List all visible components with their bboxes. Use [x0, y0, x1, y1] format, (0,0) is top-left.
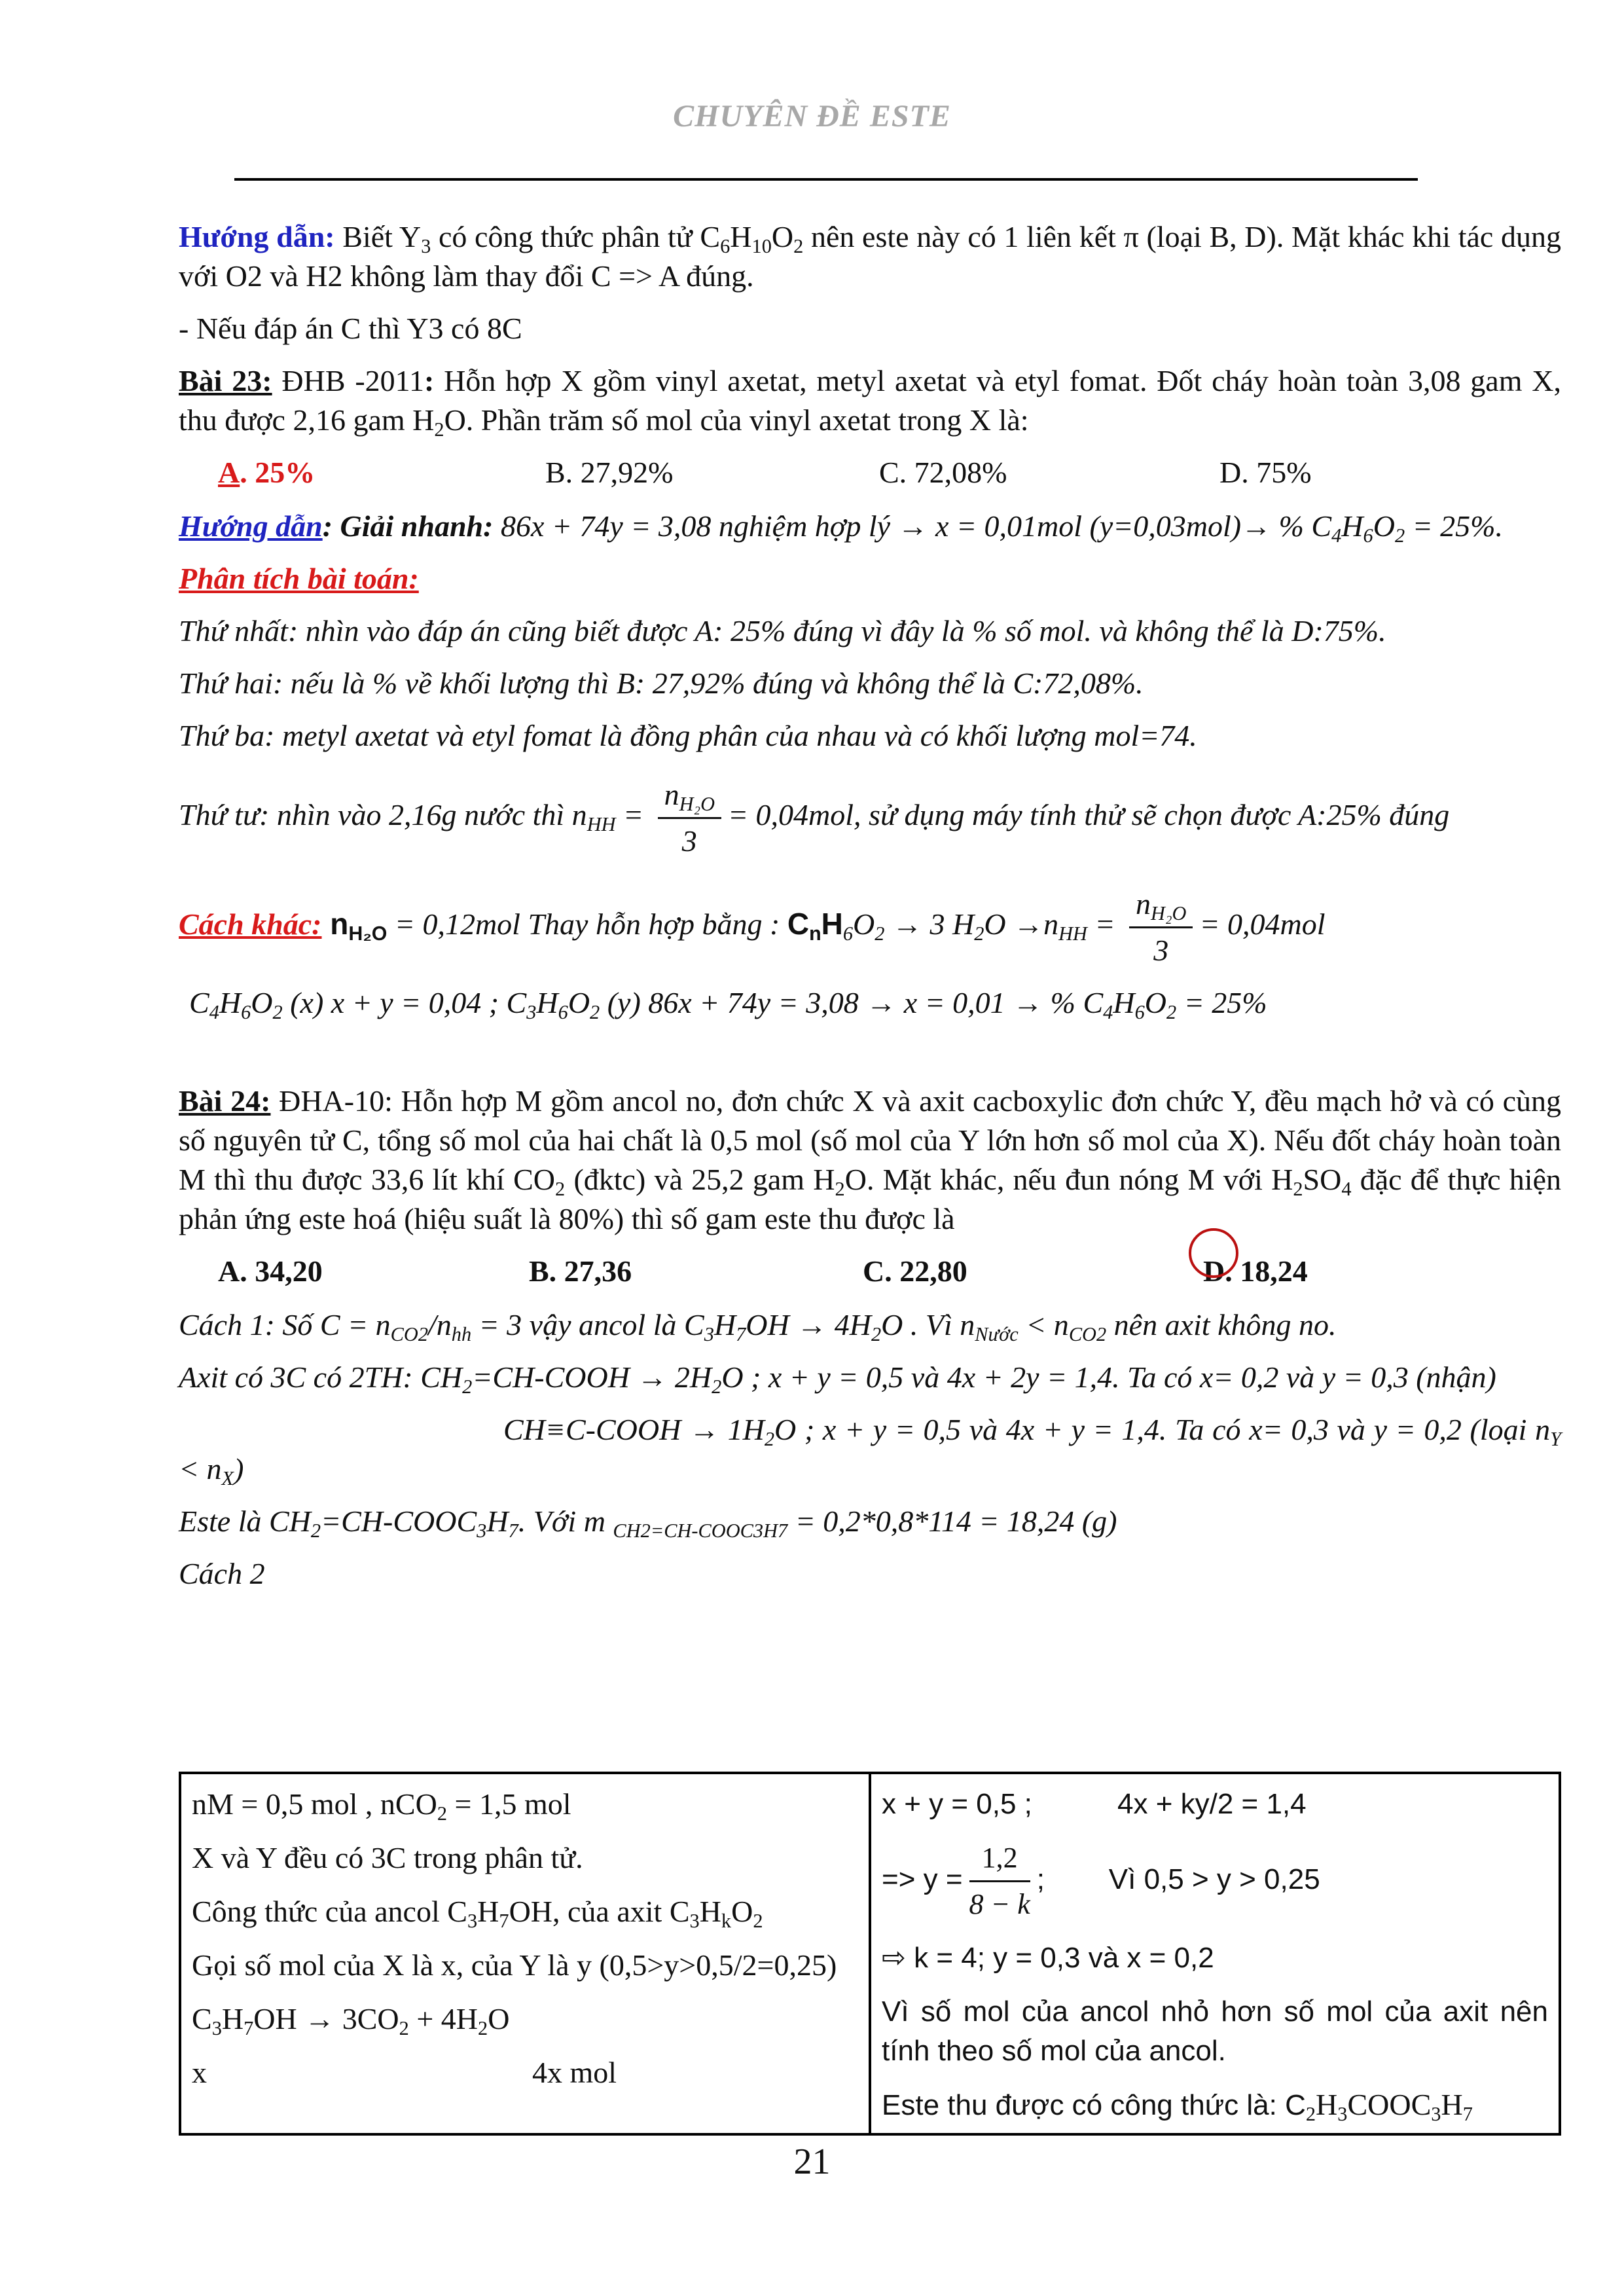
bai24-case1: Axit có 3C có 2TH: $CH_2=CH$-COOH → $2H_2O$ ; x + y = 0,5 và 4x + 2y = 1,4. Ta có x= 0,2 và y = 0,3 (nhận) — [179, 1360, 1496, 1398]
bai24-case2: CH≡C-COOH → $1H_2O$ ; x + y = 0,5 và 4x + y = 1,4. Ta có x= 0,3 và y = 0,2 (loại $n_Y < n_X$) — [179, 1413, 1561, 1490]
answer-circle-mark: D — [1203, 1252, 1225, 1291]
fraction: $\frac{n_{H_2O}}{3}$ — [1129, 884, 1193, 970]
analysis-fourth: Thứ tư: nhìn vào 2,16g nước thì $n_{HH}$ = $\frac{n_{H_2O}}{3}$ = 0,04mol, sử dụng máy tính thử sẽ chọn được A:25% đúng — [179, 775, 1561, 861]
answer-a: A. 34,20 — [218, 1254, 323, 1288]
analysis-second: Thứ hai: nếu là % về khối lượng thì B: 27,92% đúng và không thể là C:72,08%. — [179, 666, 1144, 700]
answer-b: B. 27,92% — [545, 456, 674, 489]
bai24-ester: Este là $CH_2=CH-COOC_3H_7$. Với m $_{CH2=CH-COOC3H7}$ = 0,2*0,8*114 = 18,24 (g) — [179, 1504, 1117, 1542]
solution-table — [179, 1772, 1561, 2136]
answer-b: B. 27,36 — [529, 1254, 632, 1288]
bai24-question: Bài 24: ĐHA-10: Hỗn hợp M gồm ancol no, đơn chức X và axit cacboxylic đơn chức Y, đều mạch hở và có cùng số nguyên tử C, tổng số mol của hai chất là 0,5 mol (số mol của Y lớn hơn số mol của X). Nếu đốt cháy hoàn toàn M thì thu được 33,6 lít khí $CO_2$ (đktc) và 25,2 gam $H_2O$. Mặt khác, nếu đun nóng M với $H_2SO_4$ đặc để thực hiện phản ứng este hoá (hiệu suất là 80%) thì số gam este thu được là — [179, 1084, 1561, 1235]
answer-a: A. 25% — [218, 456, 316, 489]
bai24-label: Bài 24: — [179, 1084, 271, 1118]
alt-equation: $C_4H_6O_2$ (x) x + y = 0,04 ; $C_3H_6O_2$ (y) 86x + 74y = 3,08 → x = 0,01 → % $C_4H_6O_2 = 25\%$ — [189, 986, 1267, 1024]
page-content — [179, 217, 1561, 1594]
table-cell-right: x + y = 0,5 ; 4x + ky/2 = 1,4 => y = $\frac{1,2}{8 - k}$ ; Vì 0,5 > y > 0,25 ⇨ k = 4; y = 0,3 và x = 0,2 Vì số mol của ancol nhỏ hơn số mol của axit nên tính theo số mol của ancol. Este thu được có công thức là: $C_2H_3COOC_3H_7$ — [870, 1773, 1560, 2134]
header-rule — [234, 178, 1418, 181]
fraction: $\frac{1,2}{8 - k}$ — [969, 1838, 1030, 1924]
bai23-guide: Hướng dẫn: Giải nhanh: 86x + 74y = 3,08 nghiệm hợp lý → x = 0,01mol (y=0,03mol)→ % $C_4H_6O_2 = 25\%$. — [179, 509, 1503, 547]
alt-method: Cách khác: $n_{H_2O} = 0,12mol$ Thay hỗn hợp bằng : $C_nH_6O_2 \to 3$ $H_2O \to n_{HH}$ = $\frac{n_{H_2O}}{3}$ = 0,04mol — [179, 884, 1561, 970]
fraction: $\frac{n_{H_2O}}{3}$ — [658, 775, 721, 861]
analysis-third: Thứ ba: metyl axetat và etyl fomat là đồng phân của nhau và có khối lượng mol=74. — [179, 719, 1197, 752]
bai23-label: Bài 23: — [179, 364, 272, 397]
bai23-question: Bài 23: ĐHB -2011: Hỗn hợp X gồm vinyl axetat, metyl axetat và etyl fomat. Đốt cháy hoàn toàn 3,08 gam X, thu được 2,16 gam $H_2O$. Phần trăm số mol của vinyl axetat trong X là: — [179, 364, 1562, 441]
bai24-method2: Cách 2 — [179, 1557, 265, 1590]
table-cell-left: nM = 0,5 mol , nCO$_2$ = 1,5 mol X và Y đều có 3C trong phân tử. Công thức của ancol $C_3H_7OH$, của axit $C_3H_kO_2$ Gọi số mol của X là x, của Y là y (0,5>y>0,5/2=0,25) $C_3H_7OH \to 3CO_2 + 4H_2O$ x 4x mol — [180, 1773, 870, 2134]
bai24-method1: Cách 1: Số $C = n_{CO2}/n_{hh} = 3$ vậy ancol là $C_3H_7OH \to 4H_2O$ . Vì $n_{Nước} < n_{CO2}$ nên axit không no. — [179, 1308, 1337, 1346]
answer-d: D. 75% — [1219, 456, 1312, 489]
page-header: CHUYÊN ĐỀ ESTE — [673, 99, 951, 134]
guide-label: Hướng dẫn: — [179, 220, 335, 253]
analysis-first: Thứ nhất: nhìn vào đáp án cũng biết được A: 25% đúng vì đây là % số mol. và không thể là D:75%. — [179, 614, 1386, 647]
bai24-answers — [179, 1252, 1561, 1291]
answer-d: D. 18,24 — [1203, 1252, 1308, 1291]
page-number: 21 — [793, 2141, 831, 2182]
answer-c: C. 22,80 — [863, 1254, 967, 1288]
answer-c: C. 72,08% — [879, 456, 1007, 489]
note-line: - Nếu đáp án C thì Y3 có 8C — [179, 312, 522, 345]
table-row — [180, 1773, 1560, 2134]
analysis-heading: Phân tích bài toán: — [179, 562, 419, 595]
guide-paragraph: Hướng dẫn: Biết $Y_3$ có công thức phân tử $C_6H_{10}O_2$ nên este này có 1 liên kết π (loại B, D). Mặt khác khi tác dụng với O2 và H2 không làm thay đổi C => A đúng. — [179, 220, 1561, 293]
bai23-answers — [179, 453, 1561, 492]
